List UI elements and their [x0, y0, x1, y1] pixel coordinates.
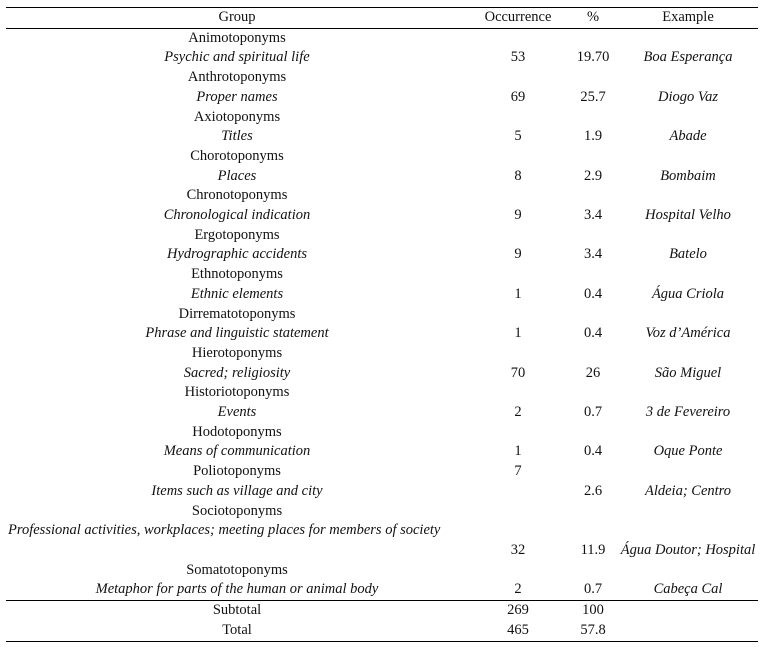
occurrence-cell: 2	[514, 404, 522, 421]
occurrence-cell: 32	[510, 541, 526, 558]
group-desc-row	[6, 580, 758, 600]
group-name-cell: Poliotoponyms	[193, 463, 281, 480]
occurrence-cell: 69	[510, 88, 526, 105]
group-desc-cell: Titles	[221, 128, 253, 145]
percent-cell: 25.7	[580, 88, 606, 105]
percent-cell: 100	[568, 601, 618, 621]
group-name-row	[6, 305, 758, 325]
percent-cell: 2.9	[583, 167, 603, 184]
percent-cell: 0.4	[583, 285, 603, 302]
example-cell	[618, 28, 758, 48]
example-cell: Água Doutor; Hospital	[620, 541, 756, 558]
percent-cell	[568, 68, 618, 88]
percent-cell	[568, 28, 618, 48]
example-cell: Voz d’América	[645, 325, 731, 342]
group-values-row	[6, 541, 758, 561]
group-desc-row	[6, 48, 758, 68]
percent-cell: 1.9	[583, 128, 603, 145]
percent-cell: 3.4	[583, 207, 603, 224]
group-desc-cell: Items such as village and city	[151, 482, 323, 499]
group-desc-cell: Psychic and spiritual life	[164, 49, 310, 66]
example-cell: Diogo Vaz	[657, 88, 719, 105]
example-cell: Aldeia; Centro	[644, 482, 732, 499]
col-header-occurrence: Occurrence	[468, 8, 568, 29]
percent-cell: 19.70	[576, 49, 610, 66]
occurrence-cell: 465	[507, 621, 529, 638]
group-name-row	[6, 226, 758, 246]
group-desc-cell: Metaphor for parts of the human or animal body	[95, 581, 379, 598]
footer-label-cell: Subtotal	[6, 601, 468, 621]
example-cell: São Miguel	[654, 364, 722, 381]
percent-cell	[568, 502, 618, 522]
group-name-cell: Dirrematotoponyms	[178, 305, 296, 322]
group-name-cell: Historiotoponyms	[184, 384, 290, 401]
col-header-example: Example	[618, 8, 758, 29]
example-cell	[618, 601, 758, 621]
group-desc-cell: Hydrographic accidents	[166, 246, 307, 263]
percent-cell	[568, 147, 618, 167]
example-cell	[618, 344, 758, 364]
percent-cell	[568, 226, 618, 246]
example-cell: Batelo	[669, 246, 707, 263]
group-name-cell: Animotoponyms	[188, 29, 286, 46]
group-name-row	[6, 502, 758, 522]
group-desc-row	[6, 285, 758, 305]
occurrence-cell	[468, 68, 568, 88]
group-name-cell: Chronotoponyms	[186, 187, 288, 204]
occurrence-cell: 1	[514, 443, 522, 460]
percent-cell: 3.4	[583, 246, 603, 263]
group-name-row	[6, 186, 758, 206]
group-desc-row	[6, 521, 758, 541]
example-cell: Bombaim	[660, 167, 716, 184]
occurrence-cell: 9	[514, 246, 522, 263]
example-cell: Água Criola	[651, 285, 725, 302]
occurrence-cell	[468, 344, 568, 364]
percent-cell	[568, 383, 618, 403]
group-desc-cell	[6, 541, 468, 561]
occurrence-cell: 9	[514, 207, 522, 224]
group-name-row	[6, 383, 758, 403]
percent-cell: 0.4	[583, 443, 603, 460]
example-cell: Cabeça Cal	[653, 581, 723, 598]
occurrence-cell	[468, 265, 568, 285]
group-name-row	[6, 108, 758, 128]
subtotal-row	[6, 601, 758, 621]
example-cell	[618, 226, 758, 246]
group-name-row	[6, 344, 758, 364]
group-desc-row	[6, 88, 758, 108]
percent-cell	[568, 265, 618, 285]
occurrence-cell: 8	[514, 167, 522, 184]
group-name-row	[6, 265, 758, 285]
group-desc-cell: Events	[217, 404, 257, 421]
percent-cell: 0.7	[583, 404, 603, 421]
group-desc-row	[6, 364, 758, 384]
table-footer	[6, 601, 758, 641]
example-cell	[618, 186, 758, 206]
group-name-row	[6, 423, 758, 443]
percent-cell	[568, 305, 618, 325]
percent-cell: 26	[585, 364, 601, 381]
percent-cell	[568, 186, 618, 206]
occurrence-cell: 1	[514, 325, 522, 342]
occurrence-cell	[468, 28, 568, 48]
group-name-cell: Anthrotoponyms	[187, 69, 287, 86]
group-desc-cell: Places	[217, 167, 257, 184]
group-desc-row	[6, 167, 758, 187]
occurrence-cell	[468, 226, 568, 246]
group-desc-cell: Proper names	[196, 88, 278, 105]
occurrence-cell: 5	[514, 128, 522, 145]
occurrence-cell	[468, 305, 568, 325]
percent-cell: 57.8	[580, 621, 606, 638]
occurrence-cell	[468, 383, 568, 403]
group-desc-cell: Professional activities, workplaces; meeting places for members of society	[8, 522, 441, 539]
occurrence-cell	[468, 108, 568, 128]
col-header-percent: %	[568, 8, 618, 29]
group-name-cell: Ethnotoponyms	[191, 266, 283, 283]
group-name-cell: Sociotoponyms	[191, 502, 283, 519]
group-name-row	[6, 462, 758, 482]
example-cell	[618, 621, 758, 641]
example-cell	[618, 265, 758, 285]
col-header-group: Group	[6, 8, 468, 29]
example-cell: 3 de Fevereiro	[645, 404, 731, 421]
group-desc-cell: Sacred; religiosity	[183, 364, 291, 381]
occurrence-cell: 53	[510, 49, 526, 66]
group-name-cell: Hierotoponyms	[191, 344, 283, 361]
occurrence-cell	[468, 423, 568, 443]
percent-cell: 0.4	[583, 325, 603, 342]
percent-cell	[568, 462, 618, 482]
example-cell	[618, 561, 758, 581]
group-name-row	[6, 68, 758, 88]
percent-cell	[568, 561, 618, 581]
example-cell	[618, 68, 758, 88]
footer-label-cell: Total	[222, 621, 252, 638]
group-name-cell: Chorotoponyms	[190, 147, 284, 164]
occurrence-cell	[468, 561, 568, 581]
example-cell	[618, 305, 758, 325]
percent-cell: 11.9	[580, 541, 606, 558]
group-desc-cell: Phrase and linguistic statement	[145, 325, 329, 342]
occurrence-cell: 269	[468, 601, 568, 621]
example-cell	[618, 147, 758, 167]
toponym-table	[6, 7, 758, 642]
group-desc-row	[6, 206, 758, 226]
example-cell	[618, 423, 758, 443]
group-desc-row	[6, 127, 758, 147]
group-name-cell: Ergotoponyms	[194, 226, 280, 243]
example-cell	[618, 462, 758, 482]
total-row	[6, 621, 758, 641]
header-row	[6, 8, 758, 29]
percent-cell: 0.7	[583, 581, 603, 598]
example-cell: Hospital Velho	[645, 207, 731, 224]
group-desc-row	[6, 324, 758, 344]
group-desc-row	[6, 245, 758, 265]
example-cell: Boa Esperança	[643, 49, 733, 66]
group-desc-cell: Chronological indication	[163, 207, 311, 224]
occurrence-cell: 2	[514, 581, 522, 598]
group-name-cell: Hodotoponyms	[192, 423, 282, 440]
occurrence-cell: 70	[510, 364, 526, 381]
example-cell	[618, 502, 758, 522]
occurrence-cell	[468, 147, 568, 167]
group-desc-cell: Means of communication	[163, 443, 311, 460]
occurrence-cell	[468, 482, 568, 502]
group-name-cell: Somatotoponyms	[186, 561, 288, 578]
occurrence-cell	[468, 186, 568, 206]
example-cell	[618, 108, 758, 128]
group-name-row	[6, 28, 758, 48]
group-name-cell: Axiotoponyms	[193, 108, 281, 125]
group-desc-cell: Ethnic elements	[190, 285, 284, 302]
percent-cell	[568, 344, 618, 364]
percent-cell	[568, 108, 618, 128]
example-cell: Abade	[669, 128, 707, 145]
occurrence-cell: 1	[514, 285, 522, 302]
group-desc-row	[6, 482, 758, 502]
occurrence-cell	[468, 502, 568, 522]
table-body	[6, 28, 758, 600]
example-cell: Oque Ponte	[653, 443, 723, 460]
percent-cell: 2.6	[583, 482, 603, 499]
example-cell	[618, 383, 758, 403]
occurrence-cell: 7	[514, 463, 522, 480]
group-desc-row	[6, 403, 758, 423]
group-desc-row	[6, 442, 758, 462]
group-name-row	[6, 561, 758, 581]
percent-cell	[568, 423, 618, 443]
group-name-row	[6, 147, 758, 167]
